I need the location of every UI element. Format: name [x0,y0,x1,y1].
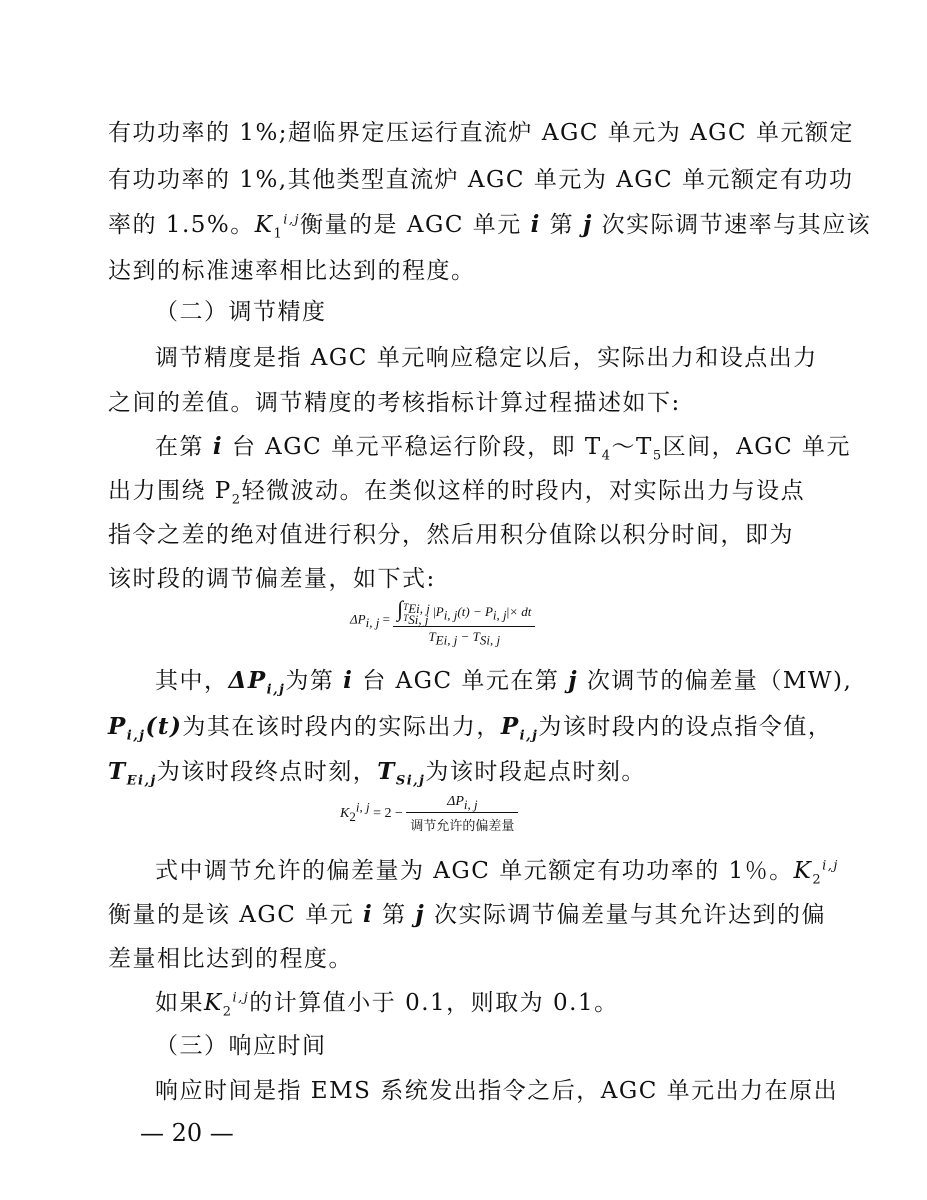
text-line [108,900,827,930]
symbol-i: i [212,433,224,460]
text-fragment: 为该时段起点时刻。 [425,759,646,785]
integral-lower: T [403,613,409,624]
formula-lhs: K [340,806,350,822]
symbol-p: P [500,713,520,740]
formula-subscript: Si, j [479,632,501,648]
text-fragment: 为该时段内的设点指令值， [538,714,833,740]
subscript: 5 [652,448,663,464]
formula-subscript: i, j [463,796,478,812]
formula-deviation [350,596,535,648]
subscript: 2 [231,492,242,508]
text-fragment: 的计算值小于 0.1，则取为 0.1。 [249,990,619,1016]
formula-subscript: Ei, j [435,632,458,648]
symbol-t: T [377,758,396,785]
subscript: 2 [222,1004,233,1020]
text-line: 调节精度是指 AGC 单元响应稳定以后，实际出力和设点出力 [155,345,818,371]
text-fragment: 次实际调节速率与其应该 [601,212,872,238]
text-fragment: 第 [382,902,407,928]
text-line [108,210,872,242]
text-fragment: 在第 [155,434,204,460]
abs-open: | [433,604,436,619]
superscript: i,j [232,990,250,1006]
subscript: i,j [519,728,539,744]
formula-subscript: Si, j [408,611,429,627]
formula-subscript: 2 [349,809,356,825]
superscript: i,j [822,858,839,874]
formula-rhs: = 2 − [373,806,403,822]
symbol-i: i [343,667,354,694]
formula-symbol: P [435,604,444,619]
subscript: Si,j [395,773,426,789]
subscript: i,j [126,728,146,744]
page-number: — 20 — [140,1119,234,1147]
formula-subscript: i, j [443,607,458,623]
text-line [108,712,833,744]
formula-equals: = [382,611,390,627]
symbol-j: j [582,211,593,238]
symbol-t: T [108,758,127,785]
symbol-j: j [415,901,426,928]
section-heading: （三）响应时间 [155,1033,327,1059]
text-line: 之间的差值。调节精度的考核指标计算过程描述如下: [108,390,681,416]
formula-denominator: 调节允许的偏差量 [410,819,515,834]
formula-symbol: × dt [509,604,532,619]
formula-fraction [393,596,535,648]
formula-symbol: T [428,629,436,645]
text-line [108,476,806,508]
text-fragment: 为第 [285,668,335,694]
subscript: 2 [812,872,823,888]
symbol-i: i [363,901,374,928]
formula-denominator [393,627,535,648]
symbol-p: P [108,713,127,740]
symbol-k: K [254,212,274,238]
text-line [155,988,783,1018]
text-fragment: 轻微波动。在类似这样的时段内，对实际出力与设点 [241,478,806,504]
symbol-k: K [793,858,813,884]
text-fragment: 式中调节允许的偏差量为 AGC 单元额定有功功率的 1％。 [155,858,794,884]
text-line: 指令之差的绝对值进行积分，然后用积分值除以积分时间，即为 [108,522,794,548]
text-line [155,856,839,888]
text-fragment: ～T [611,434,653,460]
symbol-j: j [568,667,579,694]
text-fragment: 出力围绕 P [108,478,232,504]
section-heading: （二）调节精度 [155,299,327,325]
text-fragment: 衡量的是 AGC 单元 [300,212,522,238]
text-line: 该时段的调节偏差量，如下式: [108,566,436,592]
symbol-arg: (t) [145,713,183,740]
text-fragment: 为该时段终点时刻， [156,759,378,785]
subscript: 4 [601,448,612,464]
subscript: 1 [273,226,284,242]
formula-numerator [406,794,518,813]
symbol-i: i [530,211,541,238]
text-line: 差量相比达到的程度。 [108,946,353,972]
integral-upper: T [403,602,409,613]
text-line: 有功功率的 1%,其他类型直流炉 AGC 单元为 AGC 单元额定有功功 [108,167,854,193]
superscript: i,j [283,212,301,228]
formula-subscript: i, j [492,607,507,623]
text-fragment: 次实际调节偏差量与其允许达到的偏 [434,902,827,928]
formula-symbol: − T [457,629,480,645]
symbol-k: K [204,990,223,1016]
text-line [155,666,853,698]
formula-subscript: i, j [365,615,380,631]
text-fragment: 区间，AGC 单元 [662,434,852,460]
text-fragment: 台 AGC 单元在第 [362,668,560,694]
symbol-delta-p: ΔP [228,667,267,694]
abs-close: | [506,604,510,619]
formula-numerator [393,596,535,627]
text-line [155,432,852,464]
text-fragment: 率的 1.5%。 [108,212,255,238]
text-fragment: 第 [549,212,575,238]
text-line [108,757,783,787]
formula-symbol: (t) − P [457,604,493,619]
text-fragment: 为其在该时段内的实际出力， [182,714,501,740]
text-fragment: 其中， [155,668,229,694]
text-fragment: 次调节的偏差量（MW), [586,668,853,694]
formula-symbol: ΔP [447,794,464,809]
formula-k2 [340,794,518,834]
formula-lhs: ΔP [350,611,366,627]
text-line: 达到的标准速率相比达到的程度。 [108,258,476,284]
subscript: i,j [266,682,286,698]
text-fragment: 如果 [155,990,204,1016]
integral-sign: ∫ [397,596,404,621]
formula-subscript: Ei, j [408,600,430,616]
formula-superscript: i, j [355,799,370,815]
integral-bounds [403,600,430,627]
formula-fraction [406,794,518,834]
subscript: Ei,j [126,773,157,789]
text-fragment: 衡量的是该 AGC 单元 [108,902,355,928]
text-line: 响应时间是指 EMS 系统发出指令之后，AGC 单元出力在原出 [155,1078,839,1104]
text-fragment: 台 AGC 单元平稳运行阶段，即 T [231,434,602,460]
text-line: 有功功率的 1%;超临界定压运行直流炉 AGC 单元为 AGC 单元额定 [108,120,854,146]
